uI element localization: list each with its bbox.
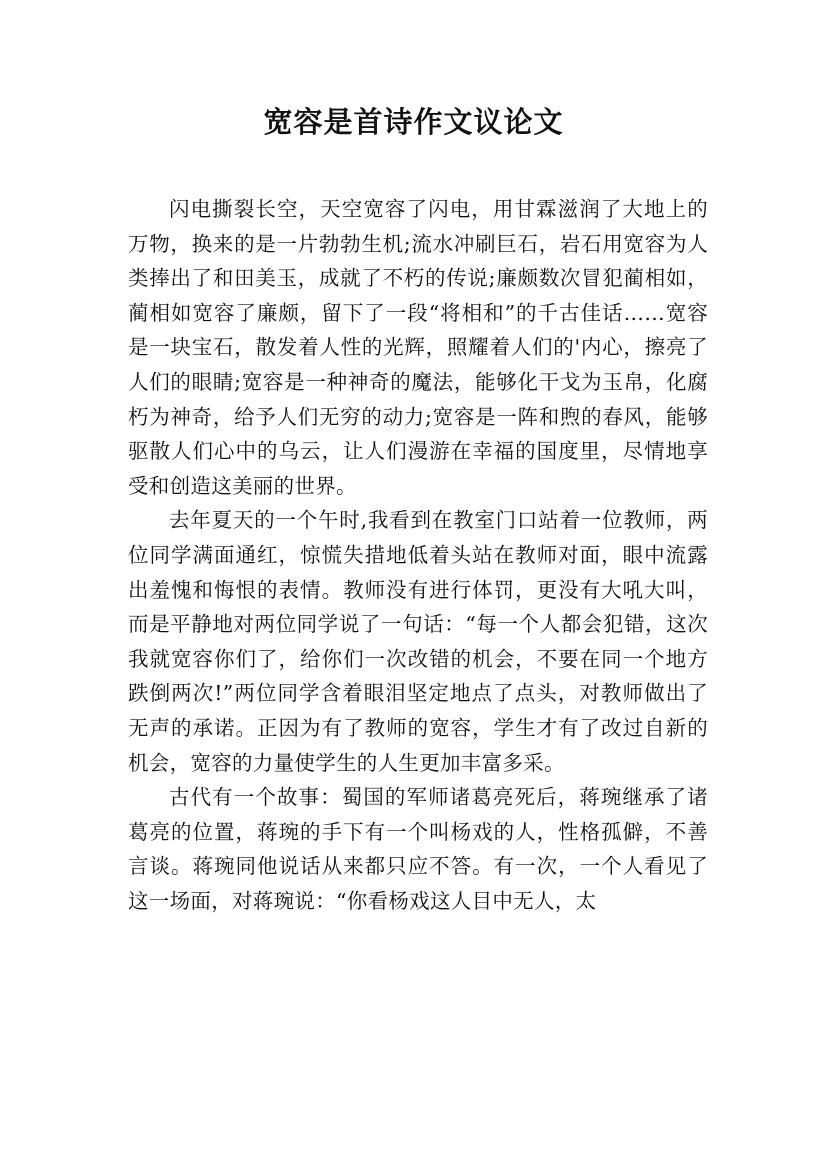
document-title: 宽容是首诗作文议论文: [263, 105, 564, 139]
paragraph: 闪电撕裂长空，天空宽容了闪电，用甘霖滋润了大地上的万物，换来的是一片勃勃生机;流水冲刷巨石，岩石用宽容为人类捧出了和田美玉，成就了不朽的传说;廉颇数次冒犯蔺相如，蔺相如宽容了廉颇，留下了一段“将相和”的千古佳话……宽容是一块宝石，散发着人性的光辉，照耀着人们的'内心，擦亮了人们的眼睛;宽容是一种神奇的魔法，能够化干戈为玉帛，化腐朽为神奇，给予人们无穷的动力;宽容是一阵和煦的春风，能够驱散人们心中的乌云，让人们漫游在幸福的国度里，尽情地享受和创造这美丽的世界。: [128, 197, 708, 498]
document-body: [128, 192, 708, 918]
paragraph: 去年夏天的一个午时,我看到在教室门口站着一位教师，两位同学满面通红，惊慌失措地低着头站在教师对面，眼中流露出羞愧和悔恨的表情。教师没有进行体罚，更没有大吼大叫，而是平静地对两位同学说了一句话：“每一个人都会犯错，这次我就宽容你们了，给你们一次改错的机会，不要在同一个地方跌倒两次!”两位同学含着眼泪坚定地点了点头，对教师做出了无声的承诺。正因为有了教师的宽容，学生才有了改过自新的机会，宽容的力量使学生的人生更加丰富多采。: [128, 508, 708, 775]
paragraph: 古代有一个故事：蜀国的军师诸葛亮死后，蒋琬继承了诸葛亮的位置，蒋琬的手下有一个叫杨戏的人，性格孤僻，不善言谈。蒋琬同他说话从来都只应不答。有一次，一个人看见了这一场面，对蒋琬说：“你看杨戏这人目中无人，太: [128, 785, 708, 913]
